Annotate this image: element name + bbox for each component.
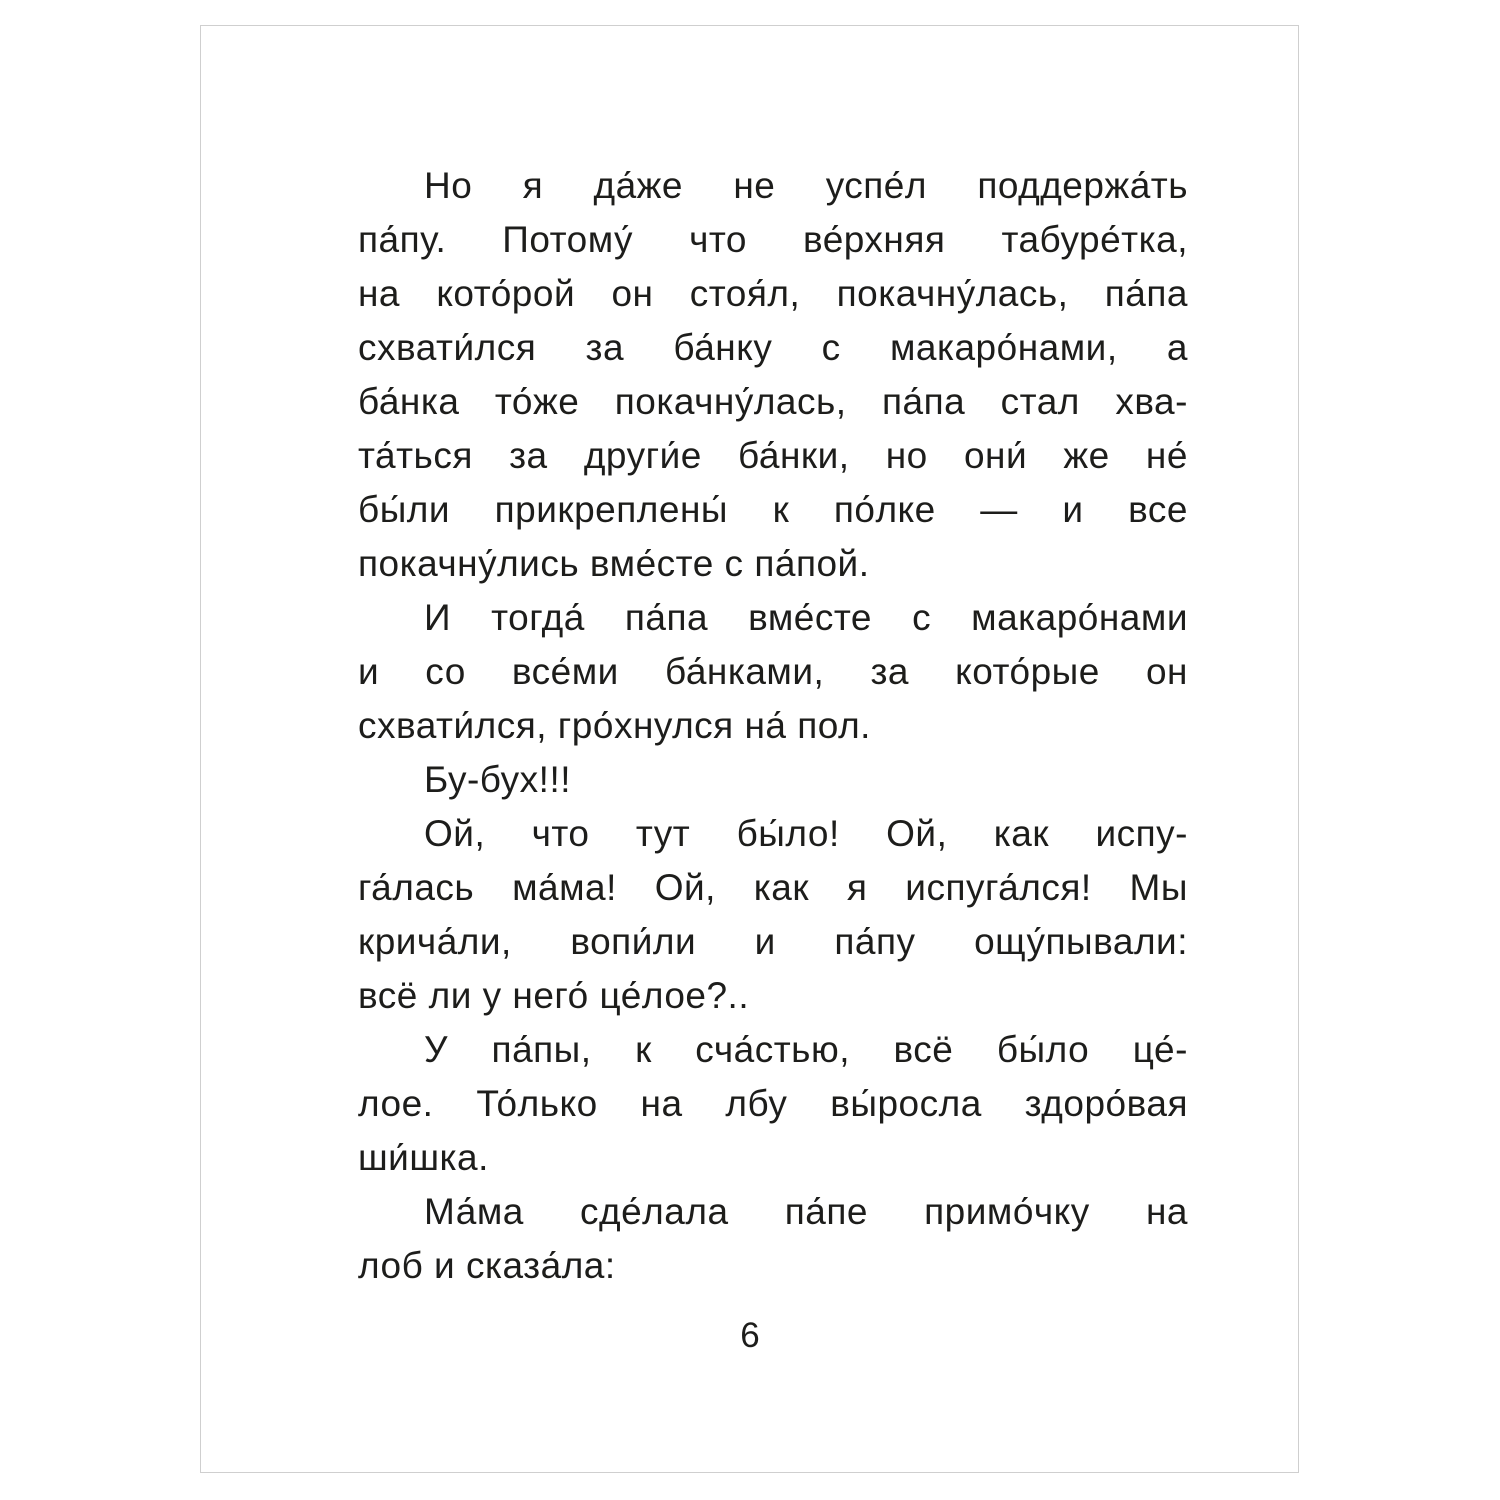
word: что xyxy=(689,219,747,260)
word: лое. xyxy=(358,1083,434,1124)
word: Ой, xyxy=(424,813,486,854)
word: и xyxy=(358,651,380,692)
word: за xyxy=(585,327,625,368)
word: ма́ма! xyxy=(512,867,617,908)
word: па́па xyxy=(882,381,966,422)
text-line xyxy=(358,159,1188,213)
word: сде́лала xyxy=(580,1191,729,1232)
word: макаро́нами, xyxy=(889,327,1118,368)
word: ба́нки, xyxy=(738,435,850,476)
text-line xyxy=(358,861,1188,915)
word: Ма́ма xyxy=(424,1191,524,1232)
word: ба́нка xyxy=(358,381,460,422)
word: и xyxy=(1062,489,1084,530)
text-line xyxy=(358,375,1188,429)
text-line xyxy=(358,429,1188,483)
word: и xyxy=(754,921,776,962)
word: други́е xyxy=(583,435,702,476)
word: они́ xyxy=(963,435,1028,476)
word: то́же xyxy=(494,381,580,422)
word: к xyxy=(772,489,790,530)
word: испуга́лся! xyxy=(905,867,1092,908)
word: Потому́ xyxy=(502,219,634,260)
text-line xyxy=(358,1077,1188,1131)
text-line xyxy=(358,267,1188,321)
word: со xyxy=(425,651,466,692)
text-line xyxy=(358,807,1188,861)
word: на xyxy=(640,1083,683,1124)
text-line xyxy=(358,915,1188,969)
word: та́ться xyxy=(358,435,473,476)
text-line xyxy=(358,1185,1188,1239)
word: все́ми xyxy=(511,651,619,692)
word: он xyxy=(611,273,654,314)
page-number: 6 xyxy=(740,1316,760,1355)
text-line xyxy=(358,645,1188,699)
word: ве́рхняя xyxy=(802,219,946,260)
word: це́- xyxy=(1132,1029,1188,1070)
word: Но xyxy=(424,165,473,206)
word: я xyxy=(846,867,868,908)
word: прикреплены́ xyxy=(494,489,728,530)
text-line xyxy=(358,591,1188,645)
word: да́же xyxy=(593,165,684,206)
word: па́пу xyxy=(834,921,916,962)
word: га́лась xyxy=(358,867,475,908)
word: по́лке xyxy=(833,489,936,530)
word: с xyxy=(912,597,932,638)
word: не́ xyxy=(1145,435,1188,476)
word: всё ли у него́ це́лое?.. xyxy=(358,975,750,1016)
word: па́пе xyxy=(784,1191,868,1232)
text-line xyxy=(358,321,1188,375)
word: Ой, xyxy=(654,867,716,908)
word: как xyxy=(993,813,1050,854)
text-line xyxy=(358,1239,1188,1293)
word: всё xyxy=(893,1029,954,1070)
word: И xyxy=(424,597,452,638)
text-line xyxy=(358,753,1188,807)
word: кото́рые xyxy=(955,651,1100,692)
word: тут xyxy=(635,813,691,854)
word: я xyxy=(522,165,544,206)
word: покачну́лась, xyxy=(836,273,1069,314)
word: лоб и сказа́ла: xyxy=(358,1245,616,1286)
word: покачну́лась, xyxy=(614,381,847,422)
word: па́пу. xyxy=(358,219,447,260)
word: То́лько xyxy=(476,1083,598,1124)
word: схвати́лся, гро́хнулся на́ пол. xyxy=(358,705,871,746)
word: макаро́нами xyxy=(971,597,1188,638)
word: Бу-бух!!! xyxy=(424,759,572,800)
word: стоя́л, xyxy=(689,273,801,314)
text-line xyxy=(358,483,1188,537)
word: бы́ло! xyxy=(736,813,840,854)
word: крича́ли, xyxy=(358,921,512,962)
word: с xyxy=(821,327,841,368)
word: У xyxy=(424,1029,449,1070)
word: за xyxy=(509,435,548,476)
word: к xyxy=(635,1029,652,1070)
word: ощу́пывали: xyxy=(974,921,1188,962)
word: поддержа́ть xyxy=(977,165,1188,206)
text-line xyxy=(358,969,1188,1023)
word: примо́чку xyxy=(924,1191,1090,1232)
word: на xyxy=(358,273,401,314)
word: — xyxy=(980,489,1018,530)
word: покачну́лись вме́сте с па́пой. xyxy=(358,543,870,584)
text-line xyxy=(358,1131,1188,1185)
word: как xyxy=(753,867,810,908)
word: все xyxy=(1128,489,1188,530)
word: сча́стью, xyxy=(695,1029,850,1070)
word: успе́л xyxy=(825,165,927,206)
word: па́па xyxy=(624,597,709,638)
word: Мы xyxy=(1129,867,1188,908)
word: па́па xyxy=(1104,273,1188,314)
word: бы́ло xyxy=(996,1029,1090,1070)
word: хва- xyxy=(1115,381,1188,422)
word: не xyxy=(733,165,776,206)
word: ба́нку xyxy=(673,327,773,368)
word: Ой, xyxy=(886,813,948,854)
word: лбу xyxy=(725,1083,788,1124)
word: он xyxy=(1145,651,1188,692)
word: же xyxy=(1063,435,1110,476)
text-line xyxy=(358,213,1188,267)
text-line xyxy=(358,1023,1188,1077)
text-line xyxy=(358,699,1188,753)
word: кото́рой xyxy=(436,273,576,314)
word: табуре́тка, xyxy=(1001,219,1188,260)
body-text xyxy=(358,159,1188,1293)
word: па́пы, xyxy=(491,1029,592,1070)
word: ба́нками, xyxy=(664,651,825,692)
word: стал xyxy=(1000,381,1080,422)
word: тогда́ xyxy=(491,597,585,638)
word: вы́росла xyxy=(830,1083,982,1124)
word: но xyxy=(885,435,928,476)
word: а xyxy=(1166,327,1188,368)
word: за xyxy=(870,651,909,692)
word: вме́сте xyxy=(748,597,872,638)
word: вопи́ли xyxy=(570,921,697,962)
word: схвати́лся xyxy=(358,327,537,368)
word: на xyxy=(1145,1191,1188,1232)
word: испу- xyxy=(1095,813,1188,854)
word: что xyxy=(531,813,590,854)
word: здоро́вая xyxy=(1024,1083,1188,1124)
word: ши́шка. xyxy=(358,1137,489,1178)
word: бы́ли xyxy=(358,489,451,530)
text-line xyxy=(358,537,1188,591)
